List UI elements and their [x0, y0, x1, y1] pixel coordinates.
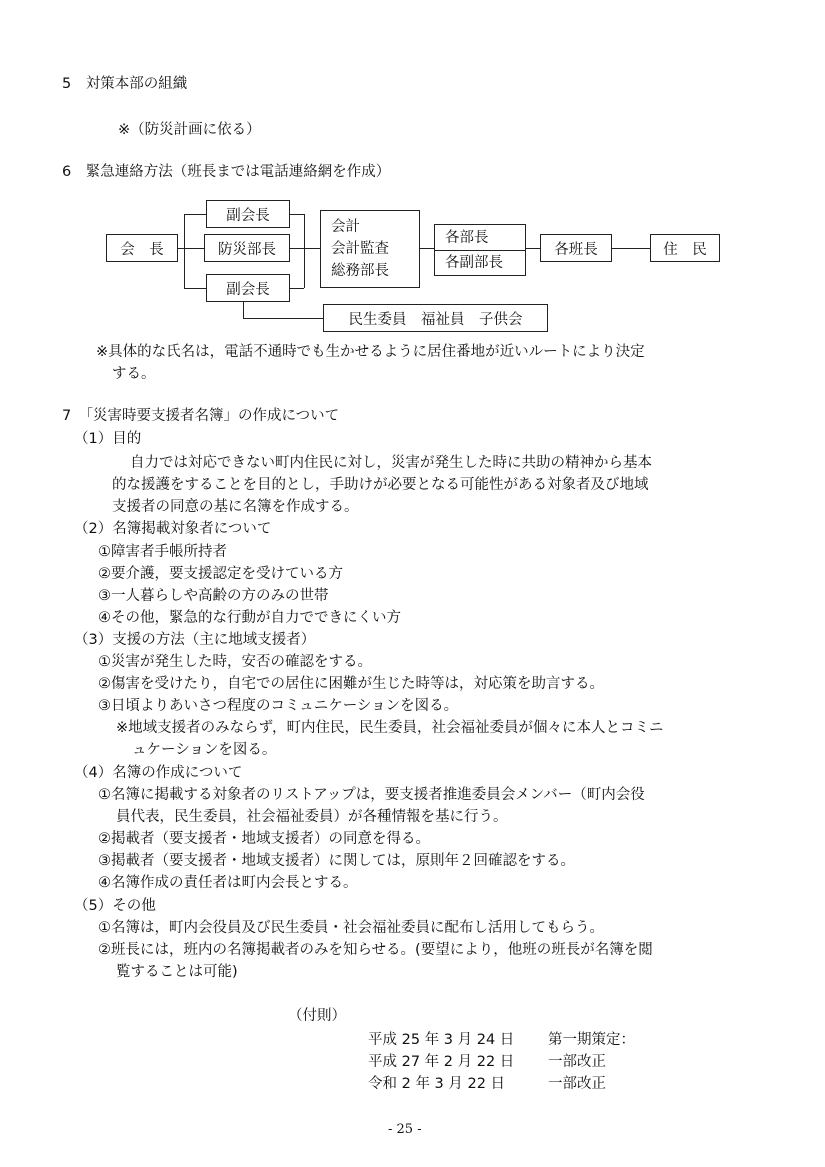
vice-chairman-bottom-label: 副会長 [226, 281, 270, 298]
connector [184, 288, 206, 289]
vice-chairman-bottom-box [206, 274, 290, 302]
accounting-box [320, 210, 420, 288]
page-number: - 25 - [388, 1122, 422, 1137]
connector [243, 300, 244, 318]
list-item-4: ④名簿作成の責任者は町内会長とする。 [98, 875, 358, 891]
revision-date-3: 令和 2 年 3 月 22 日 [368, 1076, 506, 1092]
department-heads-box [434, 224, 526, 276]
subsection-5-title: （5）その他 [74, 898, 156, 914]
subsection-4-title: （4）名簿の作成について [74, 765, 243, 781]
group-leaders-box [540, 234, 612, 262]
support-item-3: ③日頃よりあいさつ程度のコミュニケーションを図る。 [98, 698, 459, 714]
revision-action-2: 一部改正 [548, 1054, 606, 1070]
chairman-label: 会 長 [120, 241, 164, 258]
other-item-2-line2: 覧することは可能) [116, 964, 238, 980]
section-6-note-line2: する。 [112, 366, 156, 382]
target-item-4: ④その他，緊急的な行動が自力でできにくい方 [98, 610, 401, 626]
list-item-3: ③掲載者（要支援者・地域支援者）に関しては，原則年２回確認をする。 [98, 853, 575, 869]
vice-department-heads-label: 各副部長 [445, 254, 503, 271]
revision-date-1: 平成 25 年 3 月 24 日 [368, 1032, 515, 1048]
other-item-1: ①名簿は，町内会役員及び民生委員・社会福祉委員に配布し活用してもらう。 [98, 920, 604, 936]
disaster-head-box [204, 234, 290, 262]
connector [420, 248, 434, 249]
section-7-title: 7 「災害時要支援者名簿」の作成について [62, 408, 340, 424]
other-item-2-line1: ②班長には，班内の名簿掲載者のみを知らせる。(要望により，他班の班長が名簿を閲 [98, 942, 653, 958]
connector [290, 214, 304, 215]
general-affairs-label: 総務部長 [331, 263, 389, 279]
connector [612, 248, 650, 249]
revision-action-3: 一部改正 [548, 1076, 606, 1092]
list-item-2: ②掲載者（要支援者・地域支援者）の同意を得る。 [98, 831, 430, 847]
department-heads-label: 各部長 [435, 226, 525, 251]
section-6-title: 6 緊急連絡方法（班長までは電話連絡網を作成） [62, 164, 391, 180]
connector [243, 318, 323, 319]
list-item-1-line1: ①名簿に掲載する対象者のリストアップは，要支援者推進委員会メンバー（町内会役 [98, 787, 645, 803]
target-item-3: ③一人暮らしや高齢の方のみの世帯 [98, 588, 329, 604]
subsection-1-title: （1）目的 [74, 431, 142, 447]
purpose-line-3: 支援者の同意の基に名簿を作成する。 [112, 499, 359, 515]
connector [184, 214, 185, 288]
revision-date-2: 平成 27 年 2 月 22 日 [368, 1054, 515, 1070]
supplementary-title: （付則） [288, 1008, 346, 1024]
connector [304, 214, 305, 288]
revision-action-1: 第一期策定： [548, 1032, 635, 1048]
support-note-line1: ※地域支援者のみならず，町内住民，民生委員，社会福祉委員が個々に本人とコミニ [116, 720, 664, 736]
auditor-label: 会計監査 [331, 241, 389, 257]
residents-box [650, 234, 720, 262]
subsection-3-title: （3）支援の方法（主に地域支援者） [74, 632, 316, 648]
connector [184, 214, 206, 215]
connector [178, 248, 204, 249]
disaster-head-label: 防災部長 [218, 241, 276, 258]
welfare-box [323, 304, 548, 332]
section-6-note-line1: ※具体的な氏名は，電話不通時でも生かせるように居住番地が近いルートにより決定 [96, 344, 645, 360]
support-item-2: ②傷害を受けたり，自宅での居住に困難が生じた時等は，対応策を助言する。 [98, 676, 604, 692]
support-item-1: ①災害が発生した時，安否の確認をする。 [98, 654, 372, 670]
target-item-1: ①障害者手帳所持者 [98, 544, 227, 560]
purpose-line-1: 自力では対応できない町内住民に対し，災害が発生した時に共助の精神から基本 [130, 455, 652, 471]
connector [290, 288, 304, 289]
connector [526, 248, 540, 249]
residents-label: 住 民 [663, 241, 707, 258]
chairman-box [106, 234, 178, 262]
support-note-line2: ュケーションを図る。 [132, 742, 277, 758]
section-5-title: 5 対策本部の組織 [62, 76, 188, 92]
accounting-label: 会計 [331, 219, 360, 235]
welfare-label: 民生委員 福祉員 子供会 [348, 311, 523, 328]
vice-chairman-top-label: 副会長 [226, 207, 270, 224]
list-item-1-line2: 員代表，民生委員，社会福祉委員）が各種情報を基に行う。 [116, 809, 508, 825]
group-leaders-label: 各班長 [554, 241, 598, 258]
purpose-line-2: 的な援護をすることを目的とし，手助けが必要となる可能性がある対象者及び地域 [112, 477, 649, 493]
vice-chairman-top-box [206, 200, 290, 228]
section-5-note: ※（防災計画に依る） [118, 122, 261, 138]
subsection-2-title: （2）名簿掲載対象者について [74, 521, 272, 537]
target-item-2: ②要介護，要支援認定を受けている方 [98, 566, 343, 582]
